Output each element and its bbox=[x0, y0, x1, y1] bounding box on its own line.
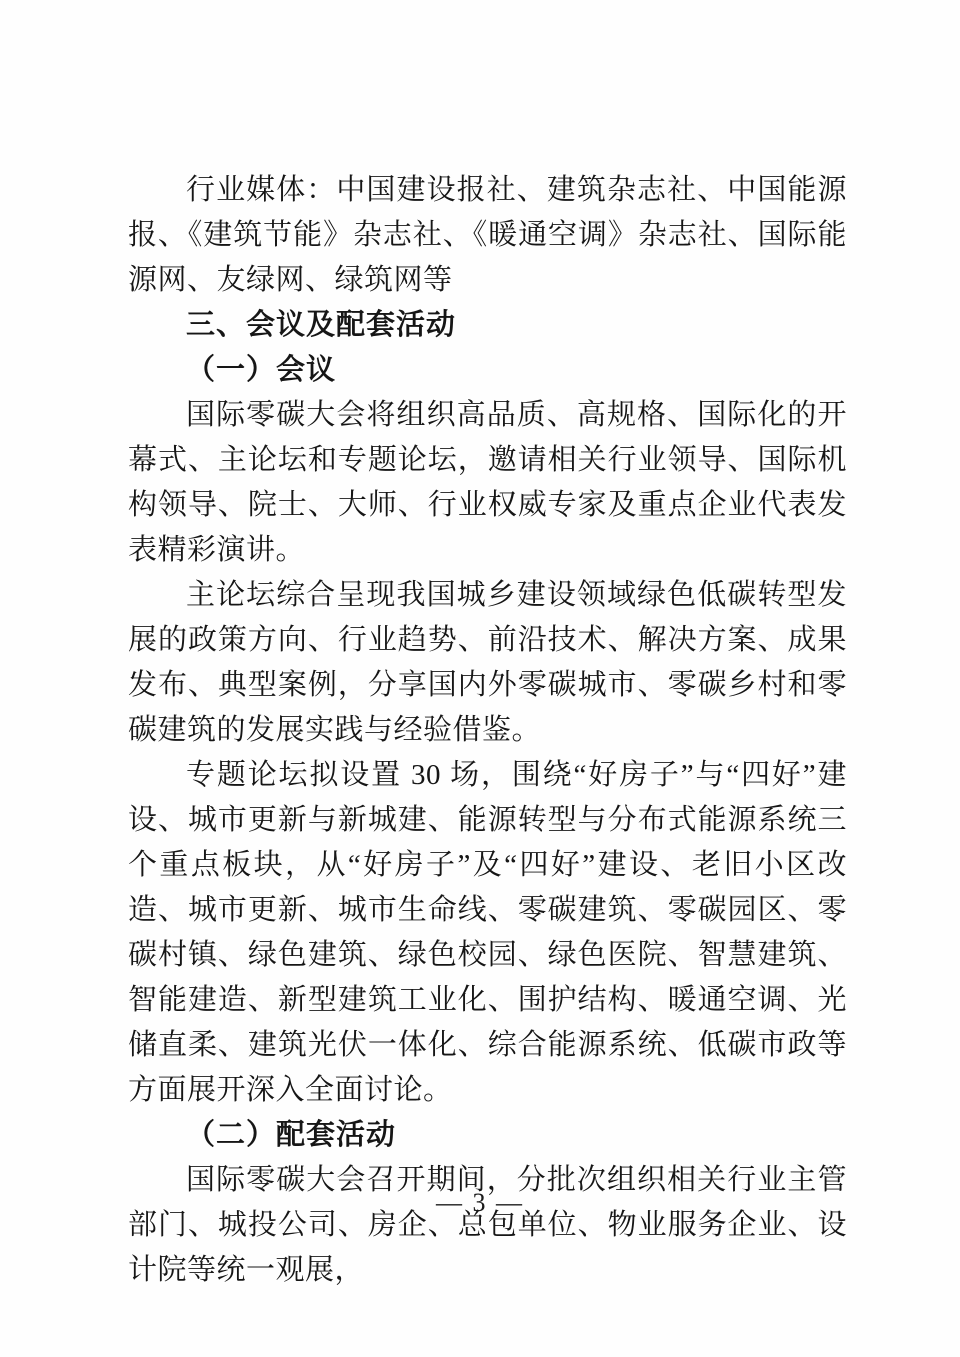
page-number: — 3 — bbox=[436, 1188, 524, 1217]
paragraph-thematic-forums: 专题论坛拟设置 30 场，围绕“好房子”与“四好”建设、城市更新与新城建、能源转型与分布式能源系统三个重点板块，从“好房子”及“四好”建设、老旧小区改造、城市更新、城市生命线、零碳建筑、零碳园区、零碳村镇、绿色建筑、绿色校园、绿色医院、智慧建筑、智能建造、新型建筑工业化、围护结构、暖通空调、光储直柔、建筑光伏一体化、综合能源系统、低碳市政等方面展开深入全面讨论。 bbox=[128, 759, 847, 1106]
document-body bbox=[128, 168, 847, 1293]
paragraph-industry-media: 行业媒体：中国建设报社、建筑杂志社、中国能源报、《建筑节能》杂志社、《暖通空调》杂志社、国际能源网、友绿网、绿筑网等 bbox=[128, 174, 847, 296]
heading-sub-supporting-activities: （二）配套活动 bbox=[186, 1119, 397, 1151]
paragraph-opening-forums: 国际零碳大会将组织高品质、高规格、国际化的开幕式、主论坛和专题论坛，邀请相关行业领导、国际机构领导、院士、大师、行业权威专家及重点企业代表发表精彩演讲。 bbox=[128, 399, 847, 566]
paragraph-main-forum: 主论坛综合呈现我国城乡建设领域绿色低碳转型发展的政策方向、行业趋势、前沿技术、解决方案、成果发布、典型案例，分享国内外零碳城市、零碳乡村和零碳建筑的发展实践与经验借鉴。 bbox=[128, 579, 847, 746]
heading-sub-meeting: （一）会议 bbox=[186, 354, 337, 386]
paragraph-exhibition-visits: 国际零碳大会召开期间，分批次组织相关行业主管部门、城投公司、房企、总包单位、物业服务企业、设计院等统一观展， bbox=[128, 1164, 847, 1286]
heading-section-meetings-and-activities: 三、会议及配套活动 bbox=[186, 309, 457, 341]
